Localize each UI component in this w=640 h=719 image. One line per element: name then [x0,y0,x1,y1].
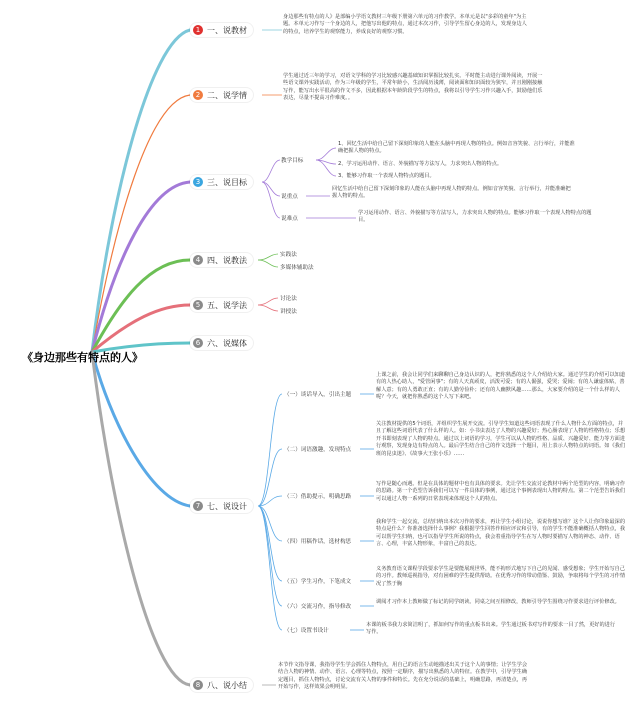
connector-b4-1 [258,254,278,260]
branch-label: 二、说学情 [207,90,247,100]
diff-text: 学习运用动作、语言、外貌描写等方法写人，力求突出人物的特点。能够习作取一个表现人物特点的题目。 [358,210,592,224]
number-badge-1: 1 [193,25,203,35]
number-badge-6: 6 [193,338,203,348]
step-label-5: （五）学生习作，下笔成文 [284,579,352,585]
branch-label: 四、说教法 [207,255,247,265]
branch-label: 六、说媒体 [207,338,247,348]
branch-jiaocai[interactable] [190,23,253,37]
step-label-4: （四）用稿作话，选材构思 [284,539,352,545]
xueqing-text: 学生通过近三年的学习，对语文学科的学习比较感兴趣基础知识掌握比较扎实。平时能主动进行课外阅读，开展一些语文课外实践活动，作为三年级的学生，平常年龄小，生活阅历浅薄，阅读面和知识面较为狭窄，并且刚刚接触写作，能写出水平很高的作文不多，因此根据本年龄阶段学生的特点，我将以引导学生习作兴趣入手，鼓励他们乐表达，尽量不提高习作难度。。 [283,73,543,102]
method-item-2: 多媒体辅助法 [280,265,314,271]
jiaocai-text: 身边那些有特点的人》是部编小学语文教材三年级下册第六单元的习作教学。本单元是以"多彩的童年"为主题。本单元习作写一个身边的人，把他写出他的特点，通过本次习作，引导学生留心身边的人，发现身边人的特点，培养学生的观察能力，养成良好的观察习惯。 [283,14,527,35]
key-text: 回忆生活中给自己留下深刻印象的人能在头脑中再现人物的特点。例如音容笑貌、言行举行，并能准确把握人物的特点。 [332,186,571,200]
connector-b3-diff [262,182,280,218]
connector-goal-3 [316,160,336,176]
branch-label: 三、说目标 [207,177,247,187]
branch-label: 一、说教材 [207,25,247,35]
step-label-1: （一）谈话导入，引出主题 [284,392,352,398]
branch-label: 五、说学法 [207,300,247,310]
root-title: 《身边那些有特点的人》 [22,351,143,364]
xiaojie-text: 本节作文指导课，我指导学生学会抓住人物特点，用自己的语言生动地描述出关于这个人的事情；让学生学会结合人物的神情、动作、语言、心理等特点，按照一定顺序，描写出熟悉的人的特征。在教学中，引导学生确定题目，抓住人物特点，讨论交流有关人物的事件和特长。先在充分说话的基础上，明确思路，再清楚点，再开始写作，这样效果会明明显。 [278,662,528,691]
step-label-2: （二）词语激趣，发现特点 [284,447,352,453]
step-text-6: 调阅才习作本上教师做了标记的同学朗读。同桌之间互相修改，教师引导学生围绕习作要求进行评价修改。 [376,599,620,605]
number-badge-5: 5 [193,300,203,310]
number-badge-4: 4 [193,255,203,265]
connector-goal-1 [316,148,336,160]
step-text-5: 义务教育语文课程学段要求学生是要能展现世界，能不拘形式地写下自己的见闻、感受想象；学生开始写自己的习作。教师巡视指导，对有困难的学生提供帮助。在优秀习作的带动借鉴、鼓励，争取将每个学生的习作情况了然于胸 [376,566,626,587]
learning-method-1: 讨论法 [280,296,297,302]
branch-label: 七、说设计 [207,501,247,511]
branch-sheji[interactable] [190,499,253,513]
branch-line-7 [92,352,190,506]
step-text-3: 写作是随心而遇。但是在具体的题材中也有具体的要求。先让学生交流讨论教材中两个范型的内容，明确习作的思路。第一个范型告诉我们可以写一件具体的事例，通过这个事例表现出人物的特点。第二个范型告诉我们可以通过人物一系列的日常表现来体现这个人的特点。 [376,481,626,502]
number-badge-7: 7 [193,501,203,511]
step-text-2: 关注教材提供的5个词语，并组织学生展开交流。引导学生知道这些词语表现了什么人物什么方面的特点，并且了解这些词语代表了什么样的人。如：小书虫表达了人物的兴趣爱好；热心肠表现了人物的性格特点；乐想开书即刻表现了人物的特点。通过以上词语的学习，学生可以从人物的性格、品质、兴趣爱好、能力等方面进行观察，发现身边有特点的人。最后学生结合自己的作文选择一个题目，用上表示人物特点的词语。如《我们班的昆虫迷》、《故事大王张小乐》…… [376,421,626,457]
connector-b5-2 [258,305,278,311]
diff-label: 说难点 [281,216,298,222]
connector-b5-1 [258,298,278,305]
goal-item-3: 3、能够习作取一个表现人物特点的题目。 [338,173,435,179]
goal-item-1: 1、回忆生活中给自己留下深刻印象的人能在头脑中再现人物的特点。例如音容笑貌、言行举行，并能准确把握人物的特点。 [338,141,575,155]
number-badge-3: 3 [193,177,203,187]
step-label-7: （七）设置书设计 [284,628,329,634]
step-label-3: （三）借助提示，明确思路 [284,494,352,500]
number-badge-2: 2 [193,90,203,100]
branch-jiaofa[interactable] [190,253,253,267]
learning-method-2: 讲授法 [280,309,297,315]
connector-b4-2 [258,260,278,267]
connector-step-1 [258,394,282,506]
connector-b3-goals [262,160,280,182]
branch-xueqing[interactable] [190,88,253,102]
connector-step-6 [258,506,282,606]
step-text-7: 本课的板书我力求简洁明了，抓如何写作的重点板书出来。学生通过板书对写作的要求一目了然，更好的进行写作。 [366,622,616,636]
branch-label: 八、说小结 [207,680,247,690]
goals-label: 教学目标 [281,158,304,164]
branch-mubiao[interactable] [190,175,253,189]
step-text-4: 我和学生一起交流，总结归纳出本次习作的要求，再让学生小组讨论，说说你想写谁？这个人让你印象最深的特点是什么？你准备选择什么事例？我根据学生回答作相应评议和引导，有的学生不能准确概括人物特点，我可以帮学生归纳，也可以指导学生所说的特点，我会着重指导学生在写人物时要描写人物的神态、动作、语言、心理，丰富人物形象，丰富自己的表达。 [376,519,626,548]
step-text-1: 上课之前，我会让同学们来聊聊自己身边认识的人，把你熟悉的这个人介绍给大家。通过学生的介绍可以知道有的人热心助人，"爱管闲事"；有的人天真顽皮，活泼可爱；有的人倔强，爱哭；爱闹；有的人谦虚体贴，善解人意；有的人勇敢正直；有的人勤劳俭朴；还有的人幽默风趣……那么，大家要介绍的是一个什么样的人呢？今天，就把你熟悉的这个人写下来吧。 [376,372,626,401]
connector-step-2 [258,449,282,506]
method-item-1: 实践法 [280,252,297,258]
key-label: 说重点 [281,194,298,200]
branch-xiaojie[interactable] [190,678,253,692]
number-badge-8: 8 [193,680,203,690]
goal-item-2: 2、学习运用动作、语言、外貌描写等方法写人，力求突出人物的特点。 [338,161,503,167]
branch-xuefa[interactable] [190,298,253,312]
step-label-6: （六）交流习作，指导修改 [284,604,352,610]
branch-meiti[interactable] [190,336,253,350]
branch-line-8 [92,352,190,685]
